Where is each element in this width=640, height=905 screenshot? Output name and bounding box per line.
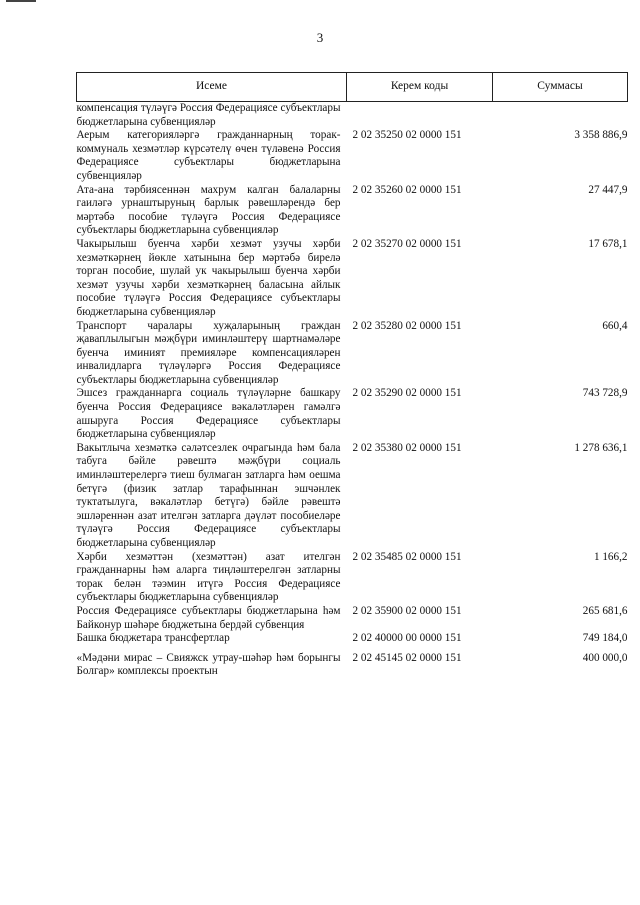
row-code: 2 02 40000 00 0000 151 (352, 632, 462, 645)
row-amount: 1 278 636,1 (574, 441, 628, 454)
budget-table (76, 72, 628, 679)
row-amount: 265 681,6 (582, 604, 628, 617)
table-row (77, 605, 628, 632)
row-name: Ата-ана тәрбиясеннән махрум калган балаларны гаиләгә урнаштыруның барлык рәвешләрендә бер мәртәбә пособие түләүгә Россия Федерациясе субъектлары бюджетларына субвенцияләр (76, 183, 341, 237)
table-row (77, 184, 628, 238)
row-code: 2 02 35380 02 0000 151 (352, 441, 462, 454)
table-row (77, 320, 628, 388)
row-name: Хәрби хезмәттән (хезмәттән) азат ителгән гражданнарны һәм аларга тиңләштерелгән затларны торак белән тәэмин итүгә Россия Федерациясе субъектлары бюджетларына субвенцияләр (76, 550, 341, 604)
row-amount: 1 166,2 (593, 550, 628, 563)
table-row (77, 646, 628, 679)
table-row (77, 387, 628, 441)
row-amount: 400 000,0 (582, 651, 628, 664)
row-amount (493, 102, 628, 130)
row-code: 2 02 35290 02 0000 151 (352, 387, 462, 400)
header-name: Исеме (77, 73, 347, 102)
row-amount: 17 678,1 (588, 237, 628, 250)
table-row (77, 632, 628, 646)
table-header-row (77, 73, 628, 102)
table-row (77, 442, 628, 551)
row-name: Россия Федерациясе субъектлары бюджетларына һәм Байконур шәһәре бюджетына бердәй субвенция (76, 604, 341, 631)
row-name: Аерым категорияләргә гражданнарның торак-коммуналь хезмәтләр күрсәтелү өчен түләвенә Россия Федерациясе субъектлары бюджетларына субвенцияләр (76, 129, 341, 182)
row-amount: 27 447,9 (588, 183, 628, 196)
row-name: Транспорт чаралары хуҗаларының граждан җаваплылыгын мәҗбүри иминләштерү шартнамәләре буенча иминият премияләре компенсацияләрен инвалидларга түләүләргә Россия Федерациясе субъектлары бюджетларына субвенцияләр (76, 319, 341, 386)
row-code: 2 02 35900 02 0000 151 (352, 604, 462, 617)
header-amount: Суммасы (493, 73, 628, 102)
row-name: Эшсез гражданнарга социаль түләүләрне башкару буенча Россия Федерациясе вәкаләтләрен гамәлгә ашыруга Россия Федерациясе субъектлары бюджетларына субвенцияләр (76, 387, 341, 441)
row-code: 2 02 45145 02 0000 151 (352, 651, 462, 664)
header-code: Керем коды (347, 73, 493, 102)
table-row (77, 102, 628, 130)
row-amount: 660,4 (602, 319, 628, 332)
row-name: «Мәдәни мирас – Свияжск утрау-шәһәр һәм борынгы Болгар» комплексы проектын (76, 651, 341, 678)
row-name: компенсация түләүгә Россия Федерациясе субъектлары бюджетларына субвенцияләр (76, 102, 341, 128)
row-amount: 749 184,0 (582, 632, 628, 645)
row-name: Башка бюджетара трансфертлар (76, 632, 230, 645)
row-code (347, 102, 493, 130)
row-code: 2 02 35260 02 0000 151 (352, 183, 462, 196)
table-row (77, 551, 628, 605)
corner-mark (6, 0, 36, 2)
row-code: 2 02 35270 02 0000 151 (352, 237, 462, 250)
row-amount: 743 728,9 (582, 387, 628, 400)
row-name: Вакытлыча хезмәткә сәләтсезлек очрагында һәм бала табуга бәйле рәвештә мәҗбүри социаль иминләштерелергә тиеш булмаган затларга һәм оешма бетүгә (физик затлар тарафыннан эшчәнлек туктатылуга, вәкаләтләр бетүгә) бәйле рәвештә эшләреннән азат ителгән затларга дәүләт пособиеләре түләүгә Россия Федерациясе субъектлары бюджетларына субвенцияләр (76, 441, 341, 549)
table-row (77, 238, 628, 320)
row-name: Чакырылыш буенча хәрби хезмәт узучы хәрби хезмәткәрнең йөкле хатынына бер мәртәбә бирелә торган пособие, шулай ук чакырылыш буенча хәрби хезмәт узучы хәрби хезмәткәрнең баласына айлык пособие түләүгә Россия Федерациясе субъектлары бюджетларына субвенцияләр (76, 237, 341, 318)
row-code: 2 02 35250 02 0000 151 (352, 129, 462, 142)
row-code: 2 02 35485 02 0000 151 (352, 550, 462, 563)
row-amount: 3 358 886,9 (574, 129, 628, 142)
row-code: 2 02 35280 02 0000 151 (352, 319, 462, 332)
page-number: 3 (316, 30, 324, 45)
table-row (77, 129, 628, 183)
